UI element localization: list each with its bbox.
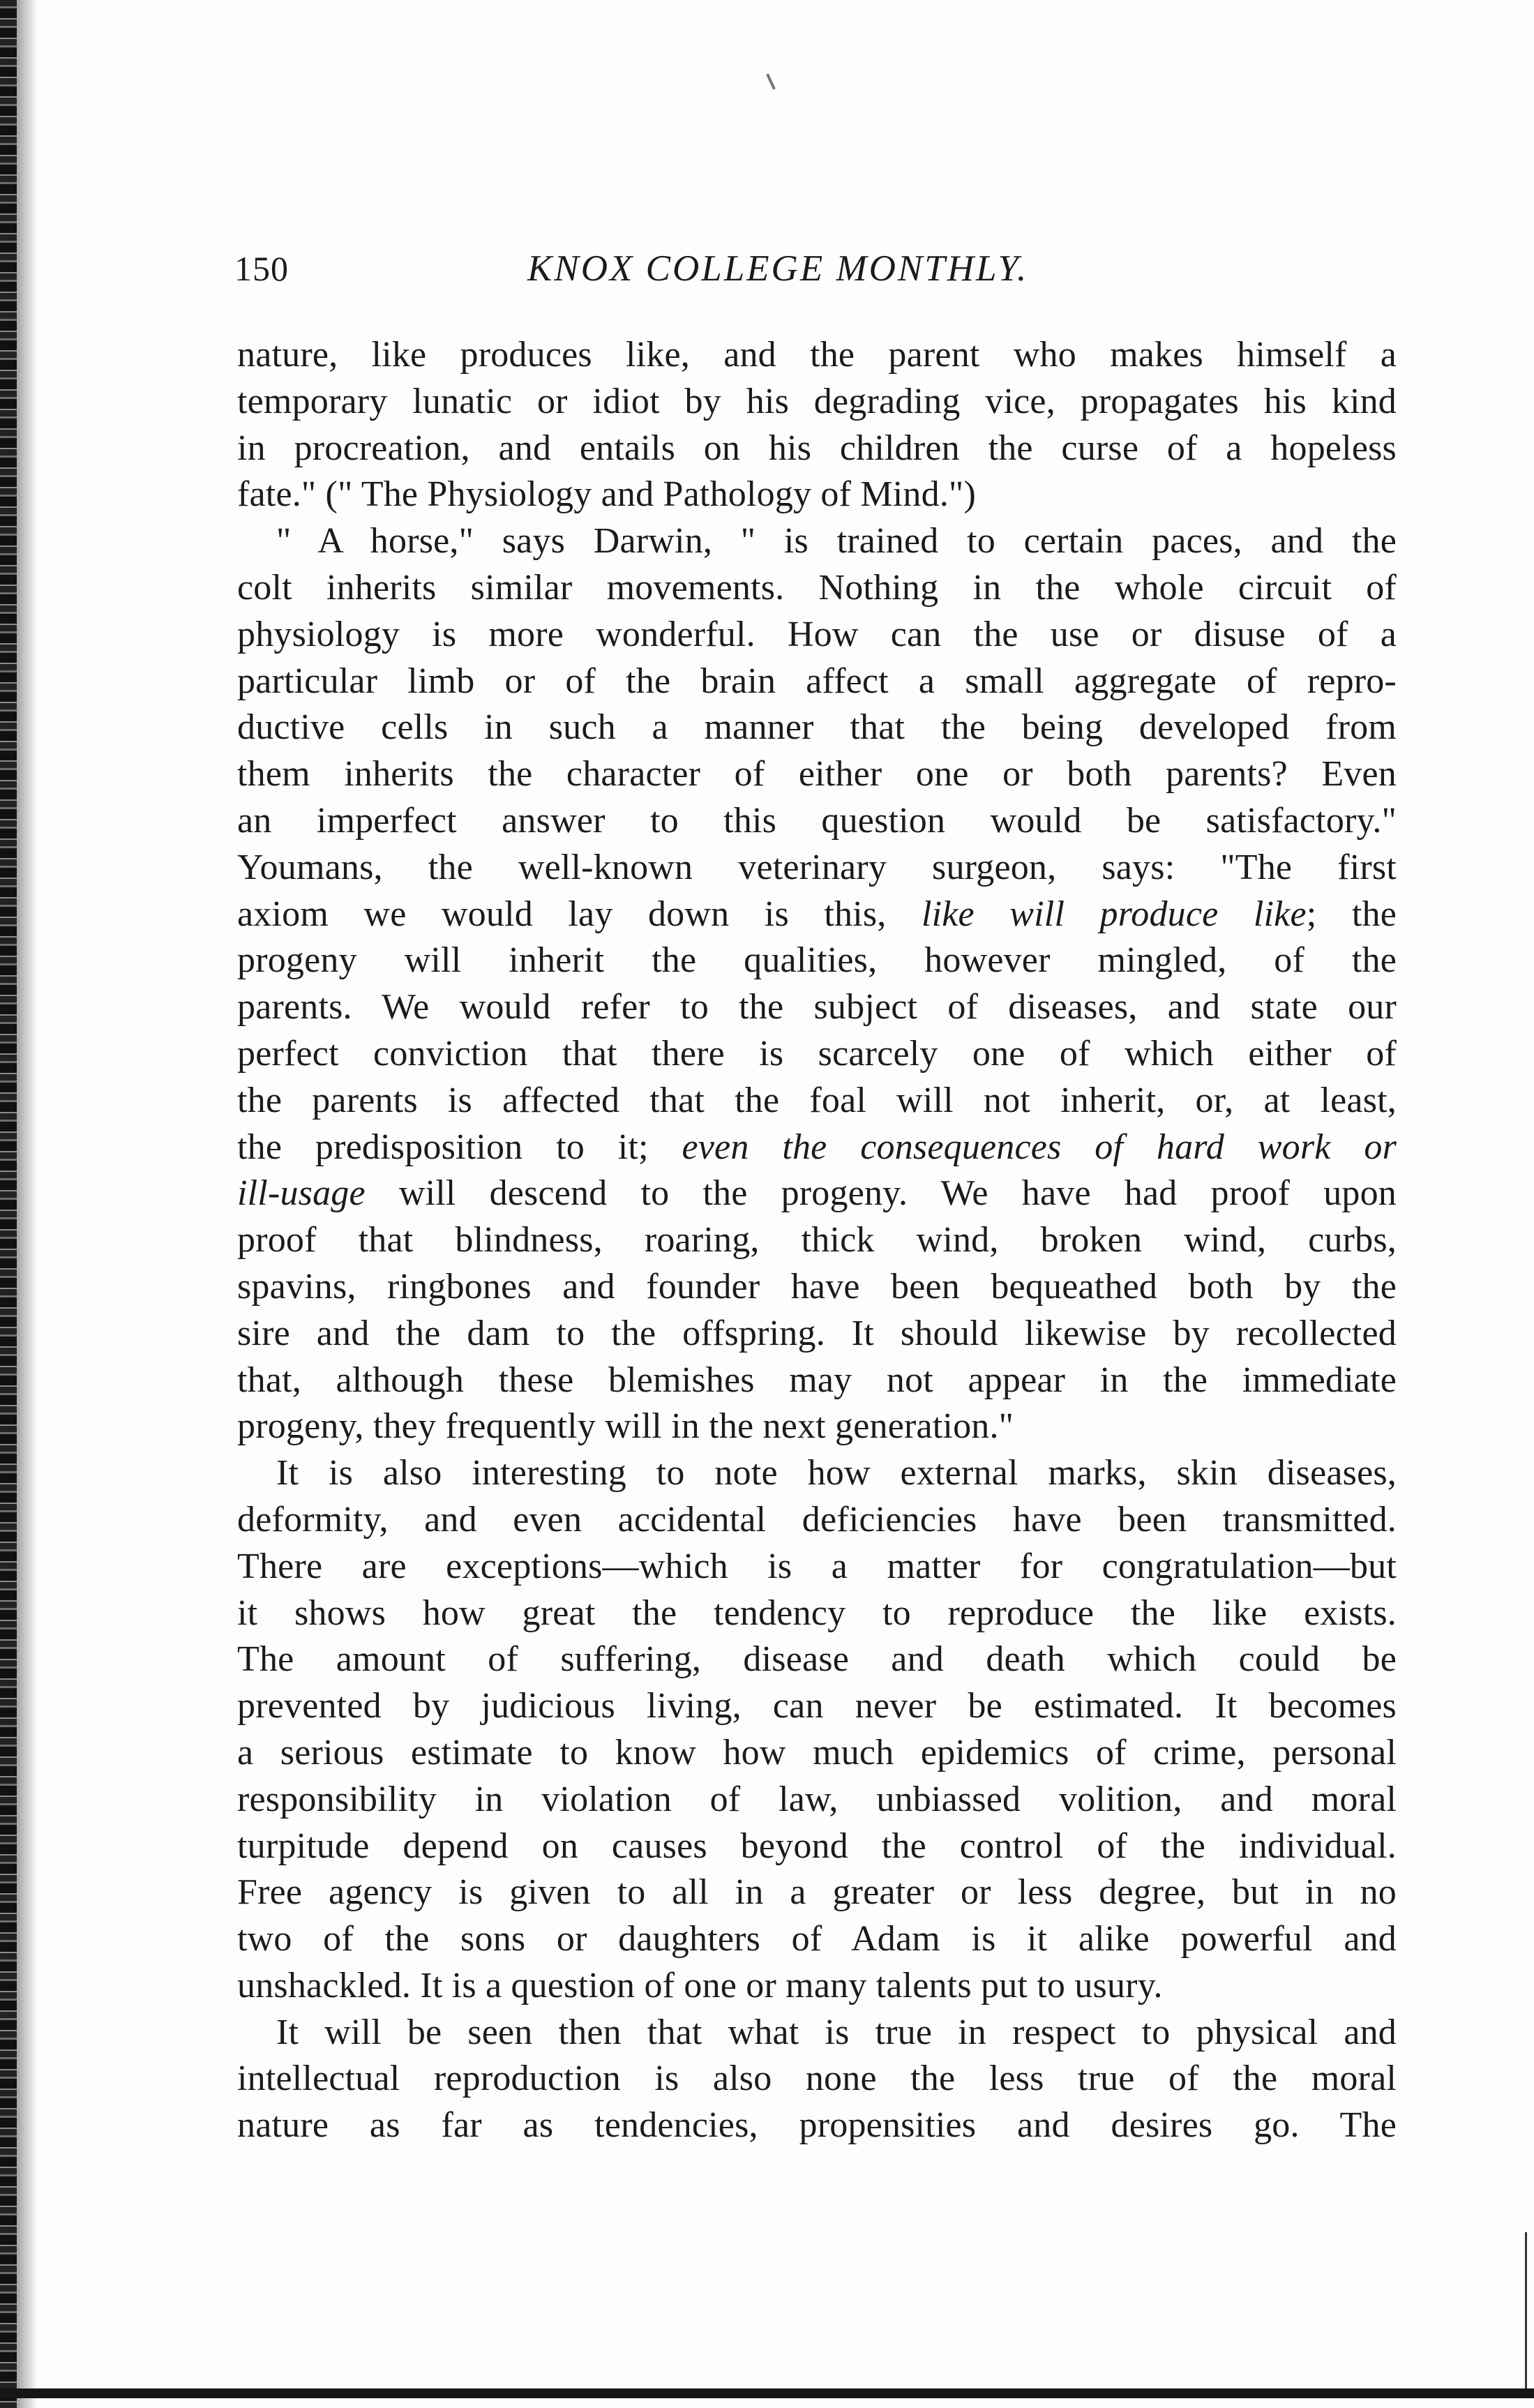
text-line xyxy=(237,1590,1397,1637)
text-run: deformity, and even accidental deficiencies have been transmitted. xyxy=(237,1499,1397,1540)
text-line xyxy=(237,1683,1397,1730)
text-line xyxy=(237,938,1397,984)
text-run: perfect conviction that there is scarcely one of which either of xyxy=(237,1033,1397,1074)
binding-edge xyxy=(0,0,17,2408)
text-run: spavins, ringbones and founder have been bequeathed both by the xyxy=(237,1266,1397,1307)
text-run: There are exceptions—which is a matter for congratulation—but xyxy=(237,1546,1397,1586)
text-run: in procreation, and entails on his children the curse of a hopeless xyxy=(237,428,1397,468)
text-line xyxy=(237,891,1397,938)
italic-text-run: ill-usage xyxy=(237,1173,366,1214)
text-line xyxy=(237,1078,1397,1124)
text-line xyxy=(237,659,1397,705)
text-line xyxy=(237,1869,1397,1916)
text-run: parents. We would refer to the subject of diseases, and state our xyxy=(237,987,1397,1028)
text-line xyxy=(237,1636,1397,1683)
text-run: will descend to the progeny. We have had proof upon xyxy=(365,1173,1397,1214)
text-run: It will be seen then that what is true in respect to physical and xyxy=(276,2012,1397,2052)
text-run: two of the sons or daughters of Adam is it alike powerful and xyxy=(237,1919,1397,1959)
italic-text-run: even the consequences of hard work or xyxy=(682,1127,1397,1167)
text-run: nature, like produces like, and the parent who makes himself a xyxy=(237,335,1397,375)
text-line xyxy=(237,565,1397,612)
text-run: The amount of suffering, disease and death which could be xyxy=(237,1639,1397,1680)
text-run: colt inherits similar movements. Nothing in the whole circuit of xyxy=(237,567,1397,608)
text-run: prevented by judicious living, can never be estimated. It becomes xyxy=(237,1686,1397,1726)
text-run: it shows how great the tendency to reproduce the like exists. xyxy=(237,1593,1397,1633)
text-run: sire and the dam to the offspring. It should likewise by recollected xyxy=(237,1313,1397,1353)
text-line xyxy=(237,1264,1397,1311)
journal-title: KNOX COLLEGE MONTHLY. xyxy=(527,248,1029,289)
text-line xyxy=(237,1357,1397,1404)
scan-edge-mark xyxy=(1525,2232,1527,2393)
running-head xyxy=(234,244,1420,293)
body-text xyxy=(237,332,1397,2149)
text-line xyxy=(237,1031,1397,1078)
text-line xyxy=(237,1916,1397,1963)
text-run: progeny will inherit the qualities, however mingled, of the xyxy=(237,940,1397,981)
text-line xyxy=(237,984,1397,1031)
text-line xyxy=(237,845,1397,891)
text-line xyxy=(237,1404,1397,1450)
text-run: fate." (" The Physiology and Pathology of Mind.") xyxy=(237,474,976,515)
text-run: the parents is affected that the foal will not inherit, or, at least, xyxy=(237,1080,1397,1120)
text-run: a serious estimate to know how much epidemics of crime, personal xyxy=(237,1732,1397,1773)
text-line xyxy=(237,2010,1397,2056)
text-line xyxy=(237,1124,1397,1171)
text-line xyxy=(237,2102,1397,2149)
text-line xyxy=(237,426,1397,472)
binding-shadow xyxy=(17,0,38,2408)
text-run: turpitude depend on causes beyond the control of the individual. xyxy=(237,1826,1397,1866)
text-run: that, although these blemishes may not appear in the immediate xyxy=(237,1360,1397,1400)
text-line xyxy=(237,472,1397,518)
text-run: Youmans, the well-known veterinary surgeon, says: "The first xyxy=(237,847,1397,887)
page-number: 150 xyxy=(234,249,289,288)
text-line xyxy=(237,1217,1397,1264)
page-bottom-border xyxy=(0,2388,1534,2398)
italic-text-run: like will produce like xyxy=(921,894,1307,934)
text-line xyxy=(237,379,1397,426)
text-run: proof that blindness, roaring, thick wind, broken wind, curbs, xyxy=(237,1220,1397,1261)
text-line xyxy=(237,751,1397,798)
text-line xyxy=(237,1311,1397,1357)
text-run: unshackled. It is a question of one or many talents put to usury. xyxy=(237,1965,1163,2006)
text-run: " A horse," says Darwin, " is trained to certain paces, and the xyxy=(276,521,1397,562)
text-run: intellectual reproduction is also none the less true of the moral xyxy=(237,2059,1397,2099)
text-line xyxy=(237,518,1397,565)
text-line xyxy=(237,1544,1397,1590)
text-line xyxy=(237,1497,1397,1544)
text-run: an imperfect answer to this question would be satisfactory." xyxy=(237,800,1397,841)
text-line xyxy=(237,1963,1397,2010)
text-run: responsibility in violation of law, unbiassed volition, and moral xyxy=(237,1779,1397,1819)
text-line xyxy=(237,798,1397,845)
text-run: ; the xyxy=(1306,894,1397,934)
text-line xyxy=(237,1730,1397,1777)
text-line xyxy=(237,2056,1397,2102)
text-run: physiology is more wonderful. How can the use or disuse of a xyxy=(237,614,1397,654)
text-line xyxy=(237,1450,1397,1497)
text-line xyxy=(237,332,1397,379)
scan-mark xyxy=(766,73,776,89)
text-run: It is also interesting to note how external marks, skin diseases, xyxy=(276,1453,1397,1493)
text-run: them inherits the character of either one or both parents? Even xyxy=(237,754,1397,795)
text-run: nature as far as tendencies, propensities and desires go. The xyxy=(237,2105,1397,2146)
text-run: particular limb or of the brain affect a small aggregate of repro- xyxy=(237,661,1397,701)
text-run: the predisposition to it; xyxy=(237,1127,682,1167)
text-line xyxy=(237,705,1397,751)
text-line xyxy=(237,1777,1397,1823)
text-run: progeny, they frequently will in the next generation." xyxy=(237,1406,1014,1447)
text-line xyxy=(237,612,1397,659)
text-run: Free agency is given to all in a greater or less degree, but in no xyxy=(237,1872,1397,1913)
text-run: temporary lunatic or idiot by his degrading vice, propagates his kind xyxy=(237,381,1397,421)
text-run: ductive cells in such a manner that the being developed from xyxy=(237,707,1397,748)
text-line xyxy=(237,1171,1397,1217)
text-run: axiom we would lay down is this, xyxy=(237,894,922,934)
text-line xyxy=(237,1823,1397,1870)
